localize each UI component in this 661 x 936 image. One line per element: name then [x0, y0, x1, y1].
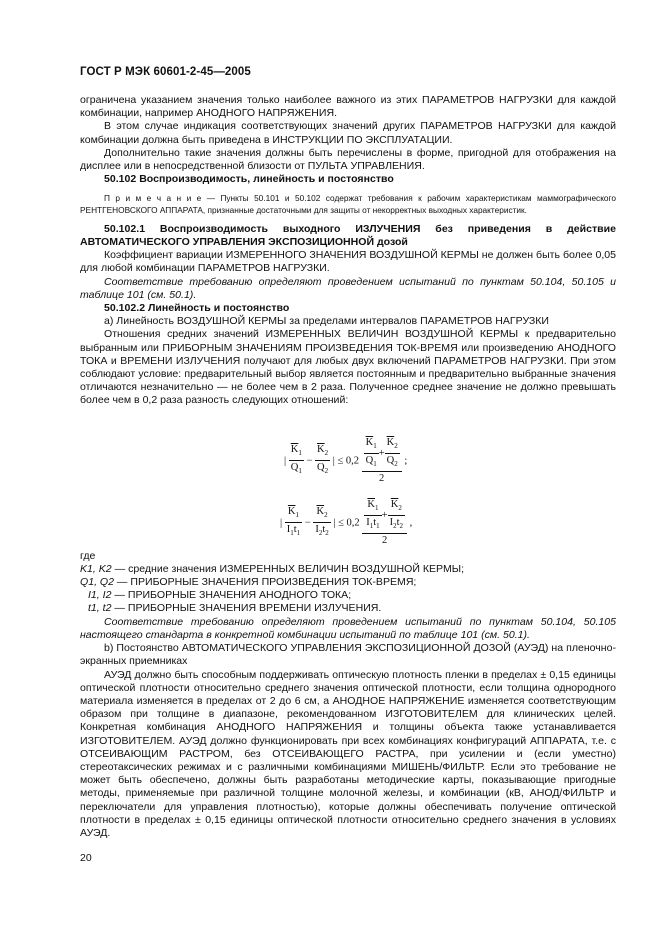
paragraph: ограничена указанием значения только наиболее важного из этих ПАРАМЕТРОВ НАГРУЗКИ для каждой комбинации, например АНОДНОГО НАПРЯЖЕНИЯ. — [80, 94, 616, 120]
compliance-text: Соответствие требованию определяют проведением испытаний по пунктам 50.104, 50.105 настоящего стандарта в конкретной комбинации испытаний по таблице 101 (см. 50.1). — [80, 615, 616, 641]
section-heading: 50.102.2 Линейность и постоянство — [104, 302, 290, 315]
legend-line: t1, t2 — ПРИБОРНЫЕ ЗНАЧЕНИЯ ВРЕМЕНИ ИЗЛУЧЕНИЯ. — [88, 602, 382, 615]
paragraph: Отношения средних значений ИЗМЕРЕННЫХ ВЕЛИЧИН ВОЗДУШНОЙ КЕРМЫ к предварительно выбранным или ПРИБОРНЫМ ЗНАЧЕНИЯМ ПРОИЗВЕДЕНИЯ ТОК-ВРЕМЯ или произведению АНОДНОГО ТОКА и ВРЕМЕНИ ИЗЛУЧЕНИЯ получают для любых двух включений ПАРАМЕТРОВ НАГРУЗКИ. При этом соблюдают условие: предварительный выбор является постоянным и предварительно выбранные значения отличаются незначительно — не более чем в 2 раза. Полученное среднее значение не должно превышать более чем в 0,2 раза разность следующих отношений: — [80, 328, 616, 407]
paragraph: Дополнительно такие значения должны быть перечислены в форме, пригодной для отображения на дисплее или в непосредственной близости от ПУЛЬТА УПРАВЛЕНИЯ. — [80, 146, 616, 173]
page-number: 20 — [80, 852, 92, 864]
legend-line: K1, K2 — средние значения ИЗМЕРЕННЫХ ВЕЛИЧИН ВОЗДУШНОЙ КЕРМЫ; — [80, 562, 464, 575]
formula-q: | $\frac{\overline{K}_1}{Q_1}$ − $\frac{\overline{K}_2}{Q_2}$ | ≤ 0,2 $\frac{\overline{K}_1}{Q_1}$ + $\frac{\overline{K}_2}{Q_2}$ 2 ; — [284, 436, 408, 485]
note: П р и м е ч а н и е — Пункты 50.101 и 50.102 содержат требования к рабочим характеристикам маммографического РЕНТГЕНОВСКОГО АППАРАТА, признанные достаточными для защиты от некорректных выходных характеристик. — [80, 193, 616, 215]
paragraph: АУЭД должно быть способным поддерживать оптическую плотность пленки в пределах ± 0,15 единицы оптической плотности относительно среднего значения оптической плотности, если толщина однородного материала изменяется в пределах от 2 до 6 см, а АНОДНОЕ НАПРЯЖЕНИЕ изменяется соответствующим образом при толщине в диапазоне, рекомендованном ИЗГОТОВИТЕЛЕМ для клинических целей. Конкретная комбинация АНОДНОГО НАПРЯЖЕНИЯ и толщины объекта также устанавливается ИЗГОТОВИТЕЛЕМ. АУЭД должно функционировать при всех комбинациях конфигураций АППАРАТА, т.е. с ОТСЕИВАЮЩИМ РАСТРОМ, без ОТСЕИВАЮЩЕГО РАСТРА, при усилении и (если уместно) стереотаксических режимах и с различными комбинациями МИШЕНЬ/ФИЛЬТР. Если это требование не может быть обеспечено, должны быть разработаны методические карты, показывающие пригодные методы, применяемые при различной толщине молочной железы, и комбинации (кВ, АНОД/ФИЛЬТР и переключатели для управления плотностью), которые должны обеспечивать получение оптической плотности в пределах ± 0,15 единицы оптической плотности относительно среднего значения в условиях АУЭД. — [80, 668, 616, 839]
compliance-text: Соответствие требованию определяют проведением испытаний по пунктам 50.104, 50.105 и таблице 101 (см. 50.1). — [80, 275, 616, 301]
where-label: где — [80, 549, 96, 562]
leq-sign: ≤ 0,2 — [338, 516, 360, 528]
legend-line: Q1, Q2 — ПРИБОРНЫЕ ЗНАЧЕНИЯ ПРОИЗВЕДЕНИЯ ТОК-ВРЕМЯ; — [80, 576, 417, 589]
list-item-a: а) Линейность ВОЗДУШНОЙ КЕРМЫ за пределами интервалов ПАРАМЕТРОВ НАГРУЗКИ — [104, 315, 550, 328]
leq-sign: ≤ 0,2 — [337, 454, 359, 466]
document-header: ГОСТ Р МЭК 60601-2-45—2005 — [80, 66, 251, 78]
paragraph: В этом случае индикация соответствующих значений других ПАРАМЕТРОВ НАГРУЗКИ для каждой комбинации должна быть приведена в ИНСТРУКЦИИ ПО ЭКСПЛУАТАЦИИ. — [80, 120, 616, 146]
formula-it: | $\frac{\overline{K}_1}{I_1t_1}$ − $\frac{\overline{K}_2}{I_2t_2}$ | ≤ 0,2 $\frac{\overline{K}_1}{I_1t_1}$ + $\frac{\overline{K}_2}{I_2t_2}$ 2 , — [280, 498, 413, 547]
document-body — [80, 94, 616, 840]
section-heading: 50.102.1 Воспроизводимость выходного ИЗЛУЧЕНИЯ без приведения в действие АВТОМАТИЧЕСКОГО УПРАВЛЕНИЯ ЭКСПОЗИЦИОННОЙ дозой — [80, 222, 616, 249]
legend-line: I1, I2 — ПРИБОРНЫЕ ЗНАЧЕНИЯ АНОДНОГО ТОКА; — [88, 589, 352, 602]
paragraph: Коэффициент вариации ИЗМЕРЕННОГО ЗНАЧЕНИЯ ВОЗДУШНОЙ КЕРМЫ не должен быть более 0,05 для любой комбинации ПАРАМЕТРОВ НАГРУЗКИ. — [80, 249, 616, 275]
section-heading: 50.102 Воспроизводимость, линейность и постоянство — [104, 173, 394, 186]
list-item-b: b) Постоянство АВТОМАТИЧЕСКОГО УПРАВЛЕНИЯ ЭКСПОЗИЦИОННОЙ ДОЗОЙ (АУЭД) на пленочно-экранных приемниках — [80, 642, 616, 668]
